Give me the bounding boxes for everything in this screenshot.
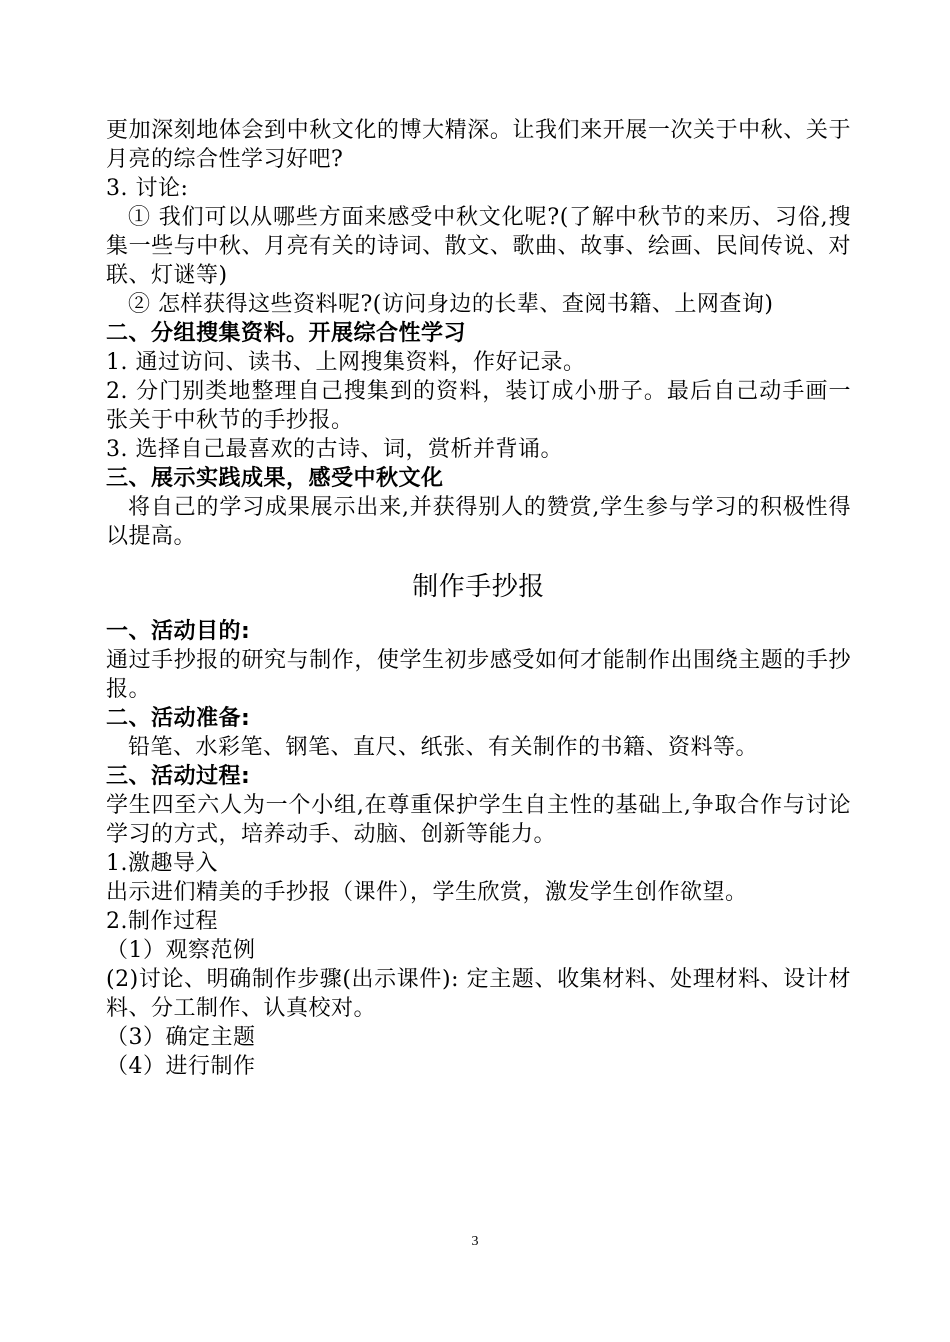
section-title: 制作手抄报 [412,572,545,602]
heading-grouping: 二、分组搜集资料。开展综合性学习 [106,321,467,346]
question-1: ① 我们可以从哪些方面来感受中秋文化呢?(了解中秋节的来历、习俗,搜集一些与中秋、月亮有关的诗词、散文、歌曲、故事、绘画、民间传说、对联、灯谜等) [106,205,851,288]
paragraph-intro: 更加深刻地体会到中秋文化的博大精深。让我们来开展一次关于中秋、关于月亮的综合性学习好吧? [106,118,851,172]
item-3-heading: 3. 讨论: [106,176,189,201]
paragraph-preparation: 铅笔、水彩笔、钢笔、直尺、纸张、有关制作的书籍、资料等。 [128,735,759,760]
process-2-step-1: （1）观察范例 [106,938,256,963]
process-2-step-4: （4）进行制作 [106,1054,256,1079]
heading-goal: 一、活动目的: [106,619,251,644]
paragraph-conclusion: 将自己的学习成果展示出来,并获得别人的赞赏,学生参与学习的积极性得以提高。 [106,495,851,549]
question-2: ② 怎样获得这些资料呢?(访问身边的长辈、查阅书籍、上网查询) [128,292,774,317]
step-2: 2. 分门别类地整理自己搜集到的资料，装订成小册子。最后自己动手画一张关于中秋节的手抄报。 [106,379,851,433]
paragraph-process: 学生四至六人为一个小组,在尊重保护学生自主性的基础上,争取合作与讨论学习的方式，培养动手、动脑、创新等能力。 [106,793,851,847]
document-body [106,116,851,1081]
step-1: 1. 通过访问、读书、上网搜集资料，作好记录。 [106,350,586,375]
step-3: 3. 选择自己最喜欢的古诗、词，赏析并背诵。 [106,437,563,462]
page-number: 3 [471,1234,479,1249]
paragraph-goal: 通过手抄报的研究与制作，使学生初步感受如何才能制作出围绕主题的手抄报。 [106,648,851,702]
process-1-heading: 1.激趣导入 [106,851,218,876]
process-2-step-2: (2)讨论、明确制作步骤(出示课件): 定主题、收集材料、处理材料、设计材料、分工制作、认真校对。 [106,967,851,1021]
process-2-heading: 2.制作过程 [106,909,218,934]
heading-showcase: 三、展示实践成果，感受中秋文化 [106,466,444,491]
process-2-step-3: （3）确定主题 [106,1025,256,1050]
heading-process: 三、活动过程: [106,764,251,789]
heading-preparation: 二、活动准备: [106,706,251,731]
process-1-text: 出示进们精美的手抄报（课件），学生欣赏，激发学生创作欲望。 [106,880,748,905]
